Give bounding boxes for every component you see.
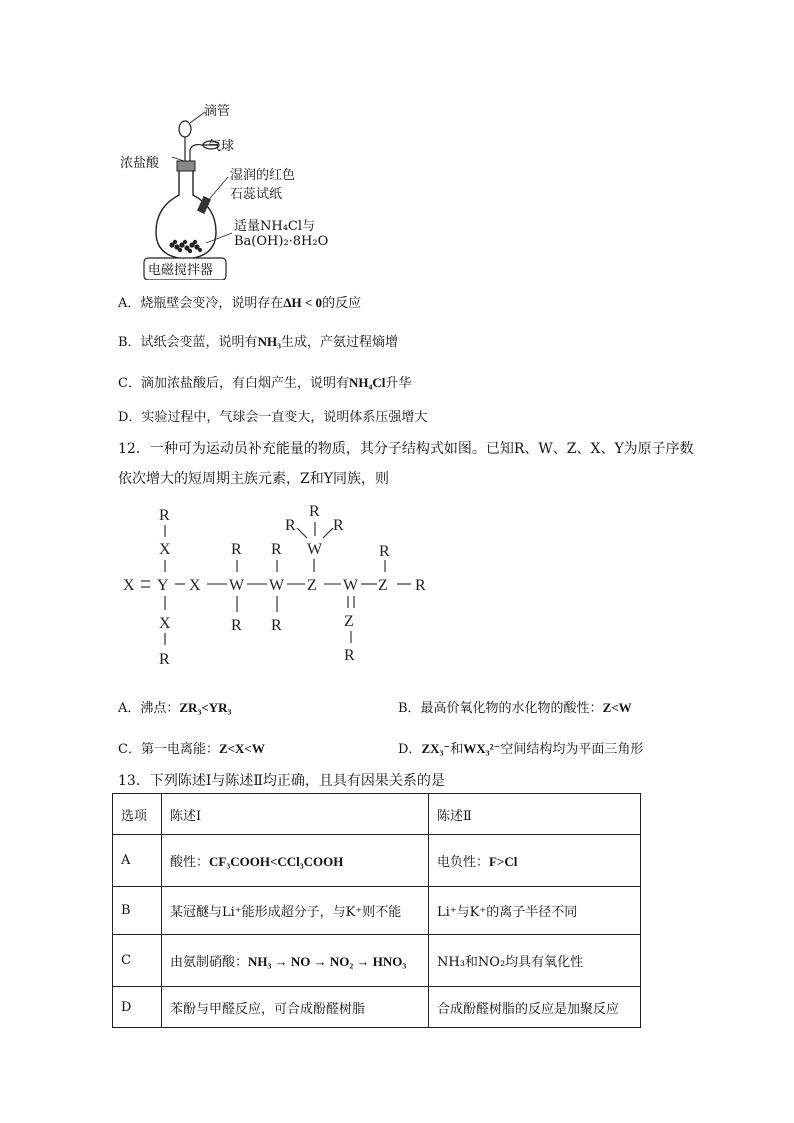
svg-text:R: R <box>159 507 170 524</box>
q13-table <box>112 793 641 1028</box>
label-reagent-1: 适量NH₄Cl与 <box>234 219 316 234</box>
q12-option-a: A．沸点：ZR₃<YR₃ <box>118 700 232 716</box>
row-option: A <box>113 835 162 887</box>
q12-option-b: B．最高价氧化物的水化物的酸性：Z<W <box>398 700 632 716</box>
svg-text:R: R <box>285 517 296 534</box>
svg-text:X: X <box>159 615 171 632</box>
table-row <box>113 835 641 887</box>
q11-option-b: B．试纸会变蓝，说明有NH₃生成，产氨过程熵增 <box>118 334 398 350</box>
label-reagent-2: Ba(OH)₂·8H₂O <box>234 234 329 249</box>
svg-text:R: R <box>415 577 426 594</box>
svg-text:R: R <box>231 617 242 634</box>
q12-option-c: C．第一电离能：Z<X<W <box>118 741 265 757</box>
svg-text:Z: Z <box>344 613 354 630</box>
q11-option-d: D．实验过程中，气球会一直变大，说明体系压强增大 <box>118 410 428 425</box>
q11-option-a: A．烧瓶壁会变冷，说明存在ΔH < 0的反应 <box>118 295 362 311</box>
table-row <box>113 935 641 987</box>
svg-text:X: X <box>123 577 135 594</box>
header-statement-1: 陈述Ⅰ <box>162 794 429 835</box>
svg-text:Z: Z <box>378 577 388 594</box>
q13-stem: 13．下列陈述Ⅰ与陈述Ⅱ均正确，且具有因果关系的是 <box>118 773 445 789</box>
row-option: D <box>113 987 162 1028</box>
table-row <box>113 987 641 1028</box>
header-option: 选项 <box>113 794 162 835</box>
svg-text:R: R <box>231 541 242 558</box>
row-statement-1: 某冠醚与Li⁺能形成超分子，与K⁺则不能 <box>162 887 429 935</box>
table-row <box>113 887 641 935</box>
svg-text:W: W <box>269 577 285 594</box>
q12-stem-line1: 12．一种可为运动员补充能量的物质，其分子结构式如图。已知R、W、Z、X、Y为原子序数 <box>118 441 694 457</box>
svg-text:R: R <box>379 543 390 560</box>
row-statement-1: 苯酚与甲醛反应，可合成酚醛树脂 <box>162 987 429 1028</box>
svg-text:W: W <box>307 541 323 558</box>
label-dropper: 滴管 <box>204 104 231 119</box>
row-option: C <box>113 935 162 987</box>
reagent-solid <box>169 240 202 253</box>
apparatus-figure <box>140 95 310 280</box>
row-option: B <box>113 887 162 935</box>
row-statement-1: 由氨制硝酸：NH₃ → NO → NO₂ → HNO₃ <box>162 935 429 987</box>
label-balloon: 气球 <box>208 139 235 154</box>
svg-text:X: X <box>189 577 201 594</box>
svg-text:R: R <box>344 647 355 664</box>
svg-text:Z: Z <box>307 577 317 594</box>
dropper-bulb <box>179 121 191 137</box>
structural-formula <box>115 500 445 675</box>
label-hcl: 浓盐酸 <box>120 156 160 171</box>
row-statement-2: NH₃和NO₂均具有氧化性 <box>429 935 641 987</box>
svg-text:X: X <box>159 541 171 558</box>
svg-text:R: R <box>271 541 282 558</box>
svg-text:R: R <box>309 503 320 520</box>
header-statement-2: 陈述Ⅱ <box>429 794 641 835</box>
svg-text:R: R <box>159 651 170 668</box>
svg-text:W: W <box>229 577 245 594</box>
svg-text:R: R <box>271 617 282 634</box>
svg-text:Y: Y <box>157 577 169 594</box>
row-statement-2: 电负性：F>Cl <box>429 835 641 887</box>
label-paper-1: 湿润的红色 <box>230 168 296 183</box>
svg-text:R: R <box>333 517 344 534</box>
row-statement-2: Li⁺与K⁺的离子半径不同 <box>429 887 641 935</box>
q12-stem-line2: 依次增大的短周期主族元素，Z和Y同族，则 <box>118 471 389 487</box>
q11-option-c: C．滴加浓盐酸后，有白烟产生，说明有NH₄Cl升华 <box>118 375 412 391</box>
svg-text:W: W <box>343 577 359 594</box>
row-statement-2: 合成酚醛树脂的反应是加聚反应 <box>429 987 641 1028</box>
stopper <box>177 161 195 171</box>
label-paper-2: 石蕊试纸 <box>230 187 283 202</box>
table-header-row <box>113 794 641 835</box>
q12-option-d: D．ZX₃⁻和WX₃²⁻空间结构均为平面三角形 <box>398 741 644 757</box>
label-stirrer: 电磁搅拌器 <box>148 263 214 278</box>
row-statement-1: 酸性：CF₃COOH<CCl₃COOH <box>162 835 429 887</box>
